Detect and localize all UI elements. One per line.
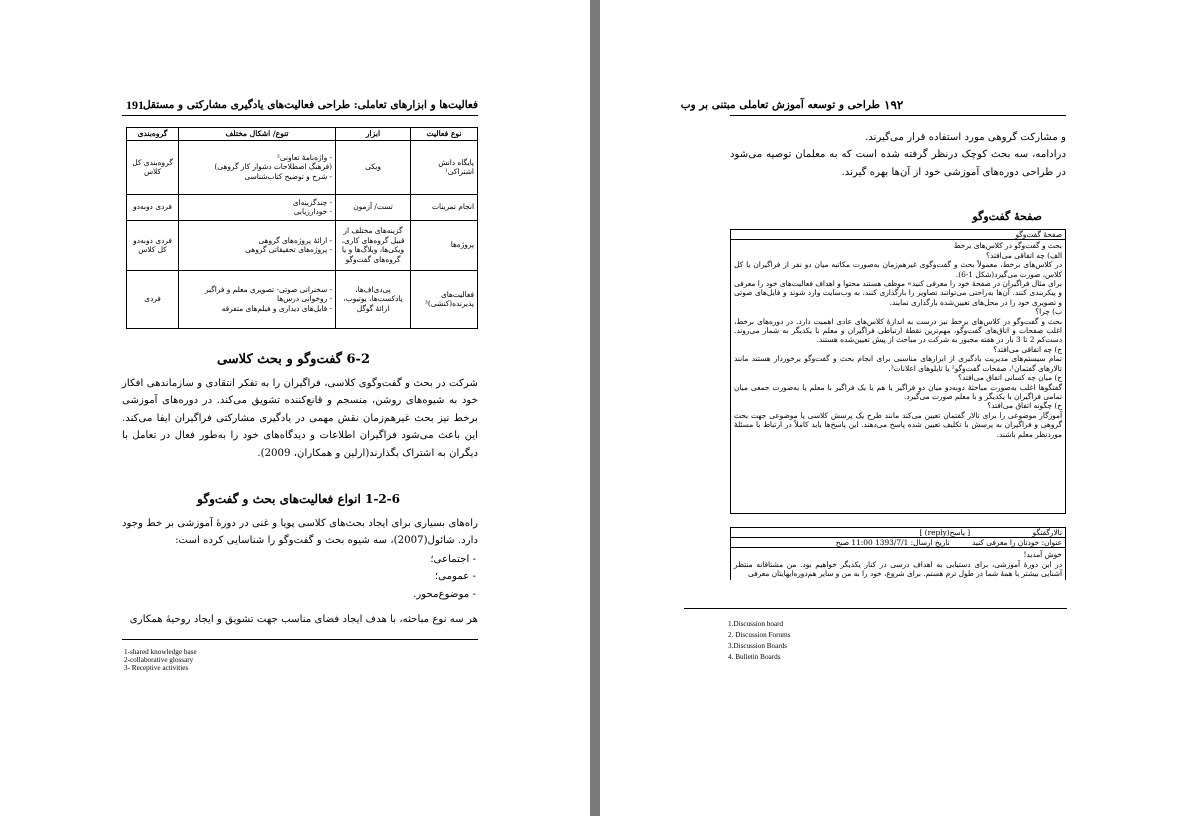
continued-line: هر سه نوع مباحثه، با هدف ایجاد فضای مناسب جهت تشویق و ایجاد روحیهٔ همکاری: [129, 614, 478, 625]
intro-text: [730, 129, 1066, 181]
variant-item: - شرح و توضیح کتاب‌شناسی: [244, 171, 332, 181]
box-line: ب) چرا؟: [1035, 307, 1062, 317]
forum-table: [730, 527, 1066, 580]
section-heading: صفحهٔ گفت‌وگو: [972, 210, 1042, 223]
footnote-rule: [684, 608, 1067, 609]
variant-item: - واژه‌نامهٔ تعاونی²: [276, 152, 332, 162]
variant-item: - سخنرانی صوتی- تصویری معلم و فراگیر: [204, 284, 332, 294]
page-number: ۱۹۲: [884, 98, 904, 112]
box-line: در کلاس‌های برخط، معمولاً بحث و گفت‌وگوی غیرهم‌زمان به‌صورت مکاتبه میان دو نفر از فراگیران یا کل کلاس، صورت می‌گیرد(شکل 1-6).: [734, 260, 1062, 279]
intro-line: و مشارکت گروهی مورد استفاده قرار می‌گیرند.: [865, 132, 1066, 143]
footnote-rule: [122, 639, 478, 640]
right-page: [600, 0, 1192, 816]
box-line: بحث و گفت‌وگو در کلاس‌های برخط نیز درست به اندازهٔ کلاس‌های عادی اهمیت دارد. در دوره‌های برخط، اغلب صفحات و اتاق‌های گفت‌وگو، مهم‌ترین نقطهٔ ارتباطی فراگیران و معلم با یکدیگر به شمار می‌روند. دست‌کم 2 تا 3 بار در هفته مجبور به شرکت در مباحث از پیش تعیین‌شده هستند.: [734, 316, 1062, 345]
page-number: 191: [126, 98, 144, 112]
variant-item: - خودارزیابی: [293, 207, 332, 217]
footnote: 2. Discussion Forums: [728, 631, 791, 639]
variant-item: - ارائهٔ پروژه‌های گروهی: [258, 235, 332, 245]
post-body: در این دورهٔ آموزشی، برای دستیابی به اهداف درسی در کنار یکدیگر خواهیم بود. من مشتاقانه منتظر آشنایی بیشتر با همهٔ شما در طول ترم هستم. برای شروع، خود را به من و سایر هم‌دوره‌ایهایتان معرفی: [734, 559, 1062, 578]
box-line: ح) چگونه اتفاق می‌افتد؟: [987, 401, 1062, 411]
tool-cell: پی‌دی‌اف‌ها، پادکست‌ها، یوتیوب، ارائهٔ گوگل: [336, 270, 411, 328]
tool-cell: تست/ آزمون: [336, 194, 411, 220]
header-rule: [122, 115, 478, 116]
grouping-cell: فردی: [127, 270, 179, 328]
running-header: فعالیت‌ها و ابزارهای تعاملی: طراحی فعالیت‌های یادگیری مشارکتی و مستقل: [142, 99, 478, 111]
activity-cell: پایگاه دانش اشتراکی¹: [411, 140, 478, 194]
activity-cell: انجام تمرینات: [411, 194, 478, 220]
tool-cell: گزینه‌های مختلف از قبیل گروه‌های کاری، ویکی‌ها، وبلاگ‌ها و یا گروه‌های گفت‌وگو: [336, 220, 411, 270]
forum-title-row: [731, 528, 1066, 538]
list-item: - اجتماعی؛: [430, 554, 476, 565]
activity-cell: فعالیت‌های پذیرنده(کنشی)³: [411, 270, 478, 328]
box-line: برای مثال فراگیران در صفحهٔ خود را معرفی کنید» موظف هستند محتوا و اهداف فعالیت‌های خود را معرفی و پیکربندی کنند. آن‌ها به‌راحتی می‌توانند تصاویر را بارگذاری کنند، به وب‌سایت وارد شوند و فایل‌های صوتی و تصویری خود را در محل‌های تعیین‌شده بارگذاری نمایند.: [734, 279, 1062, 307]
variant-item: (فرهنگ اصطلاحات دشوار کار گروهی): [214, 162, 332, 172]
section-heading: 6-2 گفت‌وگو و بحث کلاسی: [216, 352, 370, 367]
grouping-cell: فردی دوبه‌دو: [127, 194, 179, 220]
box-line: بحث و گفت‌وگو در کلاس‌های برخط: [953, 241, 1062, 251]
post-date: تاریخ ارسال: 1393/7/1 11:00 صبح: [835, 538, 950, 548]
post-welcome: خوش آمدید!: [1023, 550, 1062, 560]
column-header: تنوع/ اشکال مختلف: [179, 128, 336, 141]
table-row: [127, 270, 478, 328]
footnotes: [728, 619, 791, 663]
footnote: 3.Discussion Boards: [728, 642, 788, 650]
column-header: گروه‌بندی: [127, 128, 179, 141]
variants-cell: [179, 220, 336, 270]
intro-line: درادامه، سه بحث کوچک درنظر گرفته شده است که به معلمان توصیه می‌شود در طراحی دوره‌های آموزشی خود از آن‌ها بهره گیرند.: [730, 149, 1066, 178]
box-title: صفحهٔ گفت‌وگو: [731, 230, 1065, 240]
activity-cell: پروژه‌ها: [411, 220, 478, 270]
variant-item: - فایل‌های دیداری و فیلم‌های متفرقه: [221, 303, 332, 313]
table-header-row: [127, 128, 478, 141]
footnote: 4. Bulletin Boards: [728, 653, 781, 661]
footnote: 3- Receptive activities: [124, 664, 189, 672]
variant-item: - چندگزینه‌ای: [292, 197, 332, 207]
section-paragraph: شرکت در بحث و گفت‌وگوی کلاسی، فراگیران را به تفکر انتقادی و سازماندهی افکار خود به شیوه‌های روشن، منسجم و قانع‌کننده تشویق می‌کند. در دوره‌های آموزشی برخط نیز بحث غیرهم‌زمان نقش مهمی در یادگیری مشارکتی فراگیران ایفا می‌کند. این باعث می‌شود فراگیران اطلاعات و دیدگاه‌های خود را به‌طور فعال در تعامل با دیگران به اشتراک بگذارند(ارلین و همکاران، 2009).: [122, 378, 478, 459]
subsection-paragraph: راه‌های بسیاری برای ایجاد بحث‌های کلاسی پویا و غنی در دورهٔ آموزشی بر خط وجود دارد. شائول(2007)، سه شیوه بحث و گفت‌وگو را شناسایی کرده است:: [122, 518, 478, 547]
reply-link[interactable]: [ پاسخ(reply) ]: [919, 528, 971, 537]
header-rule: [730, 115, 1066, 116]
footnotes: [124, 648, 197, 672]
footnote: 2-collaborative glossary: [124, 656, 194, 664]
box-line: ح) میان چه کسانی اتفاق می‌افتد؟: [958, 373, 1062, 383]
variants-cell: [179, 140, 336, 194]
box-line: ج) چه اتفاقی می‌افتد؟: [993, 344, 1062, 354]
list-item: - موضوع‌محور.: [413, 588, 476, 600]
table-row: [127, 194, 478, 220]
variant-item: - روخوانی درس‌ها: [276, 294, 332, 304]
post-subject: عنوان: خودتان را معرفی کنید: [971, 538, 1062, 548]
variant-item: - پروژه‌های تحقیقاتی گروهی: [245, 245, 332, 255]
grouping-cell: فردی دوبه‌دو کل کلاس: [127, 220, 179, 270]
box-line: گفتگوها اغلب به‌صورت مباحثهٔ دوبه‌دو میان دو فراگیر یا هم یا یک فراگیر با معلم یا به‌صورت جمعی میان تمامی فراگیران با یکدیگر و با معلم صورت می‌گیرد.: [734, 382, 1062, 401]
discussion-types-list: [122, 551, 476, 603]
left-page: [0, 0, 590, 816]
box-line: الف) چه اتفاقی می‌افتد؟: [986, 250, 1062, 260]
table-row: [127, 140, 478, 194]
variants-cell: [179, 270, 336, 328]
list-item: - عمومی؛: [434, 571, 476, 583]
box-line: آموزگار موضوعی را برای تالار گفتمان تعیین می‌کند مانند طرح یک پرسش کلاسی یا موضوعی جهت بحث گروهی و فراگیران به پرسش با تکلیف تعیین شده پاسخ می‌دهند. این پاسخ‌ها باید کاملاً در ارتباط با مسئلهٔ موردنظر معلم باشند.: [734, 410, 1062, 439]
table-row: [127, 220, 478, 270]
column-header: نوع فعالیت: [411, 128, 478, 141]
discussion-page-box: [730, 229, 1066, 514]
footnote: 1-shared knowledge base: [124, 648, 197, 656]
grouping-cell: گروه‌بندی کل کلاس: [127, 140, 179, 194]
subsection-heading: 1-2-6 انواع فعالیت‌های بحث و گفت‌وگو: [197, 492, 400, 506]
tool-cell: ویکی: [336, 140, 411, 194]
column-header: ابزار: [336, 128, 411, 141]
forum-body-row: [731, 548, 1066, 580]
forum-title: تالارگفتگو: [1032, 528, 1062, 537]
variants-cell: [179, 194, 336, 220]
activities-table: [126, 127, 478, 329]
footnote: 1.Discussion board: [728, 620, 784, 628]
forum-meta-row: [731, 538, 1066, 548]
box-line: تمام سیستم‌های مدیریت یادگیری از ابزارهای مناسبی برای انجام بحث و گفت‌وگو برخوردار هستند مانند تالارهای گفتمان¹، صفحات گفت‌وگو² یا تابلوهای اعلانات³.: [734, 354, 1062, 373]
running-header: طراحی و توسعه آموزش تعاملی مبتنی بر وب: [680, 99, 880, 111]
